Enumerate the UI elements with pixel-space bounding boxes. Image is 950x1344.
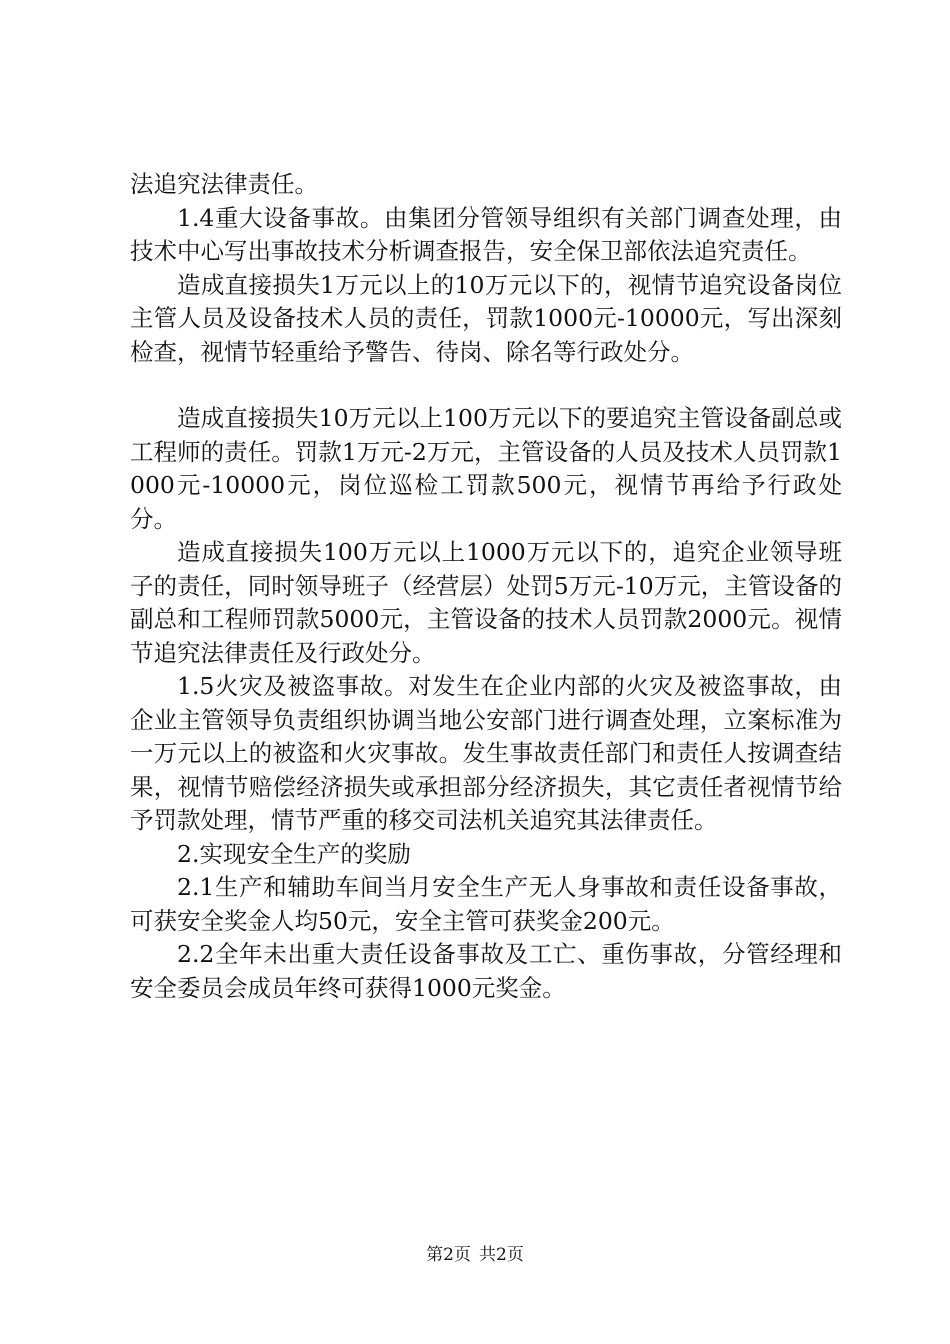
paragraph-continuation: 法追究法律责任。 <box>130 170 318 198</box>
document-body <box>130 168 842 1005</box>
page-total: 共2页 <box>479 1245 524 1265</box>
section-heading-rewards: 2.实现安全生产的奖励 <box>177 839 411 868</box>
paragraph-loss-10k-100k: 造成直接损失1万元以上的10万元以下的，视情节追究设备岗位主管人员及设备技术人员的责任，罚款1000元-10000元，写出深刻检查，视情节轻重给予警告、待岗、除名等行政处分。 <box>130 270 842 366</box>
paragraph-loss-100k-1m: 造成直接损失10万元以上100万元以下的要追究主管设备副总或工程师的责任。罚款1万元-2万元，主管设备的人员及技术人员罚款1000元-10000元，岗位巡检工罚款500元，视情节再给予行政处分。 <box>130 404 842 533</box>
paragraph-annual-reward: 2.2全年未出重大责任设备事故及工亡、重伤事故，分管经理和安全委员会成员年终可获得1000元奖金。 <box>130 940 842 1002</box>
page-footer <box>0 1244 950 1266</box>
paragraph-major-equipment-accident: 1.4重大设备事故。由集团分管领导组织有关部门调查处理，由技术中心写出事故技术分析调查报告，安全保卫部依法追究责任。 <box>130 203 842 265</box>
paragraph-fire-theft-accident: 1.5火灾及被盗事故。对发生在企业内部的火灾及被盗事故，由企业主管领导负责组织协调当地公安部门进行调查处理，立案标准为一万元以上的被盗和火灾事故。发生事故责任部门和责任人按调查结果，视情节赔偿经济损失或承担部分经济损失，其它责任者视情节给予罚款处理，情节严重的移交司法机关追究其法律责任。 <box>130 672 842 834</box>
page-number: 第2页 <box>426 1245 471 1265</box>
paragraph-monthly-reward: 2.1生产和辅助车间当月安全生产无人身事故和责任设备事故，可获安全奖金人均50元，安全主管可获奖金200元。 <box>130 873 842 935</box>
paragraph-loss-1m-10m: 造成直接损失100万元以上1000万元以下的，追究企业领导班子的责任，同时领导班子（经营层）处罚5万元-10万元，主管设备的副总和工程师罚款5000元，主管设备的技术人员罚款2000元。视情节追究法律责任及行政处分。 <box>130 538 842 667</box>
